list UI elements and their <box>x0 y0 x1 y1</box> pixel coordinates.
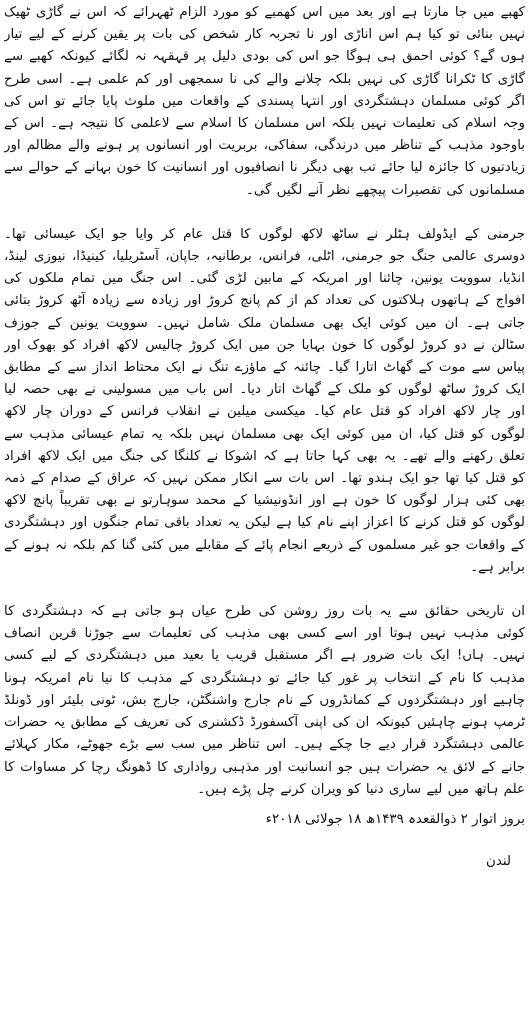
article-place: لندن <box>486 854 511 870</box>
article-paragraph-1: کھبے میں جا مارتا ہے اور بعد میں اس کھمبے کو مورد الزام ٹھہرائے کہ اس نے گاڑی ٹھیک نہیں بنائی تو کیا ہم اس اناڑی اور نا تجربہ کار شخص کی بات پر یقین کرنے کے لیے تیار ہوں گے؟ کوئی احمق ہی ہوگا جو اس کی بودی دلیل پر قہقہہ نہ لگائے کیونکہ کھبے سے گاڑی کا ٹکرانا گاڑی کی نہیں بلکہ چلانے والے کی نا سمجھی اور کم علمی ہے۔ اسی طرح اگر کوئی مسلمان دہشتگردی اور انتہا پسندی کے واقعات میں ملوث پایا جائے تو اس کی وجہ اسلام کی تعلیمات نہیں بلکہ اس مسلمان کا اسلام سے لاعلمی کا نتیجہ ہے۔ اس کے باوجود مذہب کے تناظر میں درندگی، سفاکی، بربریت اور انسانوں پر ہونے والے مظالم اور زیادتیوں کا جائزہ لیا جائے تب بھی دیگر نا انصافیوں اور انسانیت کا خون بہانے کے حوالے سے مسلمانوں کی تقصیرات پیچھے نظر آنے لگیں گی۔ <box>4 5 525 198</box>
article-paragraph-3: ان تاریخی حقائق سے یہ بات روز روشن کی طرح عیاں ہو جاتی ہے کہ دہشتگردی کا کوئی مذہب نہیں ہوتا اور اسے کسی بھی مذہب کی تعلیمات سے جوڑنا قرین انصاف نہیں۔ ہاں! ایک بات ضرور ہے اگر مستقبل قریب یا بعید میں دہشتگردی کے لیے کسی مذہب کا نام کے انتخاب پر غور کیا جائے تو دہشتگردی کے مذہب کا نیا نام امریکہ ہونا چاہیے اور دہشتگردوں کے کمانڈروں کے نام جارج واشنگٹن، جارج بش، ٹونی بلیئر اور ڈونلڈ ٹرمپ ہونے چاہئیں کیونکہ ان کی اپنی آکسفورڈ ڈکشنری کی تعریف کے مطابق یہ حضرات عالمی دہشتگرد قرار دیے جا چکے ہیں۔ اس تناظر میں سب سے بڑے جھوٹے، مکار کہلائے جانے کے لائق یہ حضرات ہیں جو انسانیت اور مذہبی رواداری کا ڈھونگ رچا کر مساوات کا علم ہاتھ میں لیے ساری دنیا کو ویران کرنے چل پڑے ہیں۔ <box>4 604 525 797</box>
article-paragraph-2: جرمنی کے ایڈولف ہٹلر نے ساٹھ لاکھ لوگوں کا قتل عام کر وایا جو ایک عیسائی تھا۔ دوسری عالمی جنگ جو جرمنی، اٹلی، فرانس، برطانیہ، جاپان، آسٹریلیا، کینیڈا، نیوزی لینڈ، انڈیا، سوویت یونین، چائنا اور امریکہ کے مابین لڑی گئی۔ اس جنگ میں تمام ملکوں کی افواج کے ہاتھوں ہلاکتوں کی تعداد کم از کم پانچ کروڑ اور زیادہ سے زیادہ آٹھ کروڑ بتائی جاتی ہے۔ ان میں کوئی ایک بھی مسلمان ملک شامل نہیں۔ سوویت یونین کے جوزف سٹالن نے دو کروڑ لوگوں کا خون بہایا جن میں ایک کروڑ چالیس لاکھ افراد کو بھوک اور پیاس سے موت کے گھاٹ اتارا گیا۔ چائنہ کے ماؤزے تنگ نے ایک محتاط انداز سے کے مطابق ایک کروڑ ساٹھ لوگوں کو ملک کے گھاٹ اتار دیا۔ اس باب میں مسولینی نے بھی حصہ لیا اور چار لاکھ افراد کو قتل عام کیا۔ میکسی میلین نے انقلاب فرانس کے دوران چار لاکھ لوگوں کو قتل کیا، ان میں کوئی ایک بھی مسلمان نہیں بلکہ یہ تمام عیسائی مذہب سے تعلق رکھنے والے تھے۔ یہ بھی کہا جاتا ہے کہ اشوکا نے کلنگا کی جنگ میں ایک لاکھ افراد کو قتل کیا تھا جو ایک ہندو تھا۔ اس بات سے انکار ممکن نہیں کہ عراق کے صدام کے ذمہ بھی کئی ہزار لوگوں کا خون ہے اور انڈونیشیا کے محمد سوہارتو نے بھی تقریباً پانچ لاکھ لوگوں کو قتل کرنے کا اعزاز اپنے نام کیا ہے لیکن یہ تعداد باقی تمام جنگوں اور دہشتگردی کے واقعات جو غیر مسلموں کے ذریعے انجام پائے کے مقابلے میں کئی گنا کم بلکہ نہ ہونے کے برابر ہے۔ <box>4 226 525 575</box>
article-dateline: بروز اتوار ۲ ذوالقعدہ ۱۴۳۹ھ ۱۸ جولائی ۲۰۱۸ء <box>265 811 525 827</box>
article-page <box>4 2 525 1008</box>
